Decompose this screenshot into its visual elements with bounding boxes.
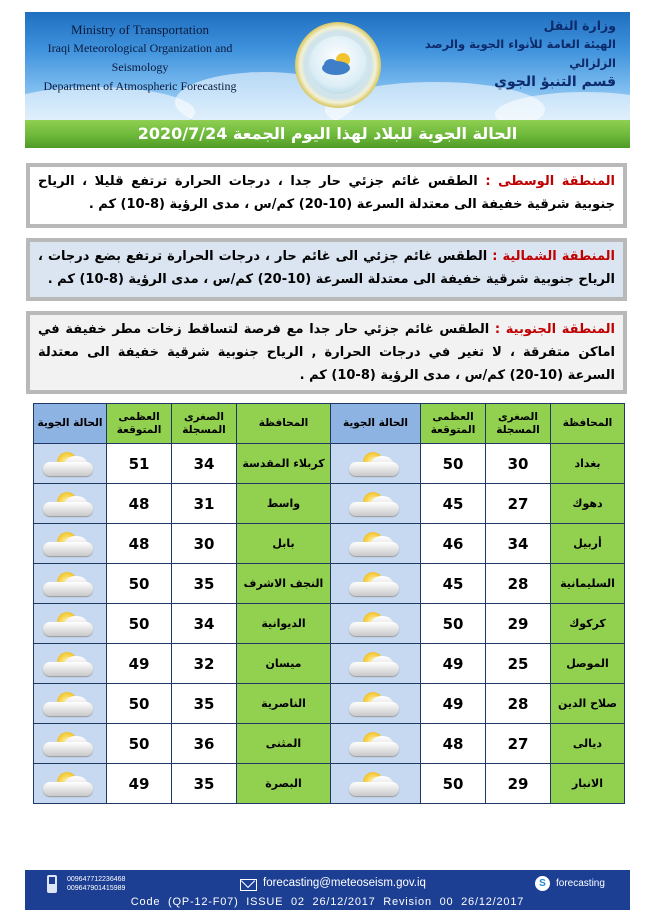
- partly-cloudy-icon: [41, 570, 99, 598]
- condition-cell: [331, 604, 421, 644]
- condition-cell: [331, 524, 421, 564]
- min-temp-cell: 30: [486, 444, 551, 484]
- table-row: [34, 684, 625, 724]
- max-temp-cell: 50: [107, 684, 172, 724]
- organization-name-en: Iraqi Meteorological Organization and Seismology: [47, 41, 233, 74]
- province-cell: بابل: [237, 524, 331, 564]
- min-temp-cell: 35: [172, 764, 237, 804]
- province-cell: المثنى: [237, 724, 331, 764]
- partly-cloudy-icon: [347, 450, 405, 478]
- condition-cell: [34, 644, 107, 684]
- region-south: [26, 311, 627, 394]
- table-row: [34, 604, 625, 644]
- province-cell: كركوك: [551, 604, 625, 644]
- email-icon: [240, 879, 257, 891]
- header-min: الصغرى المسجلة: [172, 404, 237, 444]
- condition-cell: [34, 484, 107, 524]
- region-label: المنطقة الجنوبية :: [494, 322, 616, 337]
- ministry-name-ar: وزارة النقل: [543, 18, 616, 33]
- region-label: المنطقة الوسطى :: [485, 174, 615, 189]
- min-temp-cell: 28: [486, 684, 551, 724]
- table-row: [34, 724, 625, 764]
- partly-cloudy-icon: [347, 690, 405, 718]
- province-cell: ميسان: [237, 644, 331, 684]
- max-temp-cell: 50: [107, 724, 172, 764]
- partly-cloudy-icon: [41, 730, 99, 758]
- region-central: [26, 163, 627, 228]
- header-max: العظمى المتوقعة: [107, 404, 172, 444]
- header-banner: [25, 12, 630, 120]
- page-title: الحالة الجوية للبلاد لهذا اليوم الجمعة 2020/7/24: [25, 120, 630, 148]
- phone-icon: [47, 875, 57, 893]
- table-row: [34, 524, 625, 564]
- min-temp-cell: 32: [172, 644, 237, 684]
- header-min: الصغرى المسجلة: [486, 404, 551, 444]
- min-temp-cell: 34: [172, 444, 237, 484]
- header-arabic-block: [416, 16, 616, 92]
- partly-cloudy-icon: [41, 650, 99, 678]
- partly-cloudy-icon: [41, 450, 99, 478]
- condition-cell: [34, 764, 107, 804]
- region-label: المنطقة الشمالية :: [492, 249, 616, 264]
- header-condition: الحالة الجوية: [34, 404, 107, 444]
- min-temp-cell: 29: [486, 604, 551, 644]
- condition-cell: [331, 684, 421, 724]
- footer-bar: [25, 870, 630, 910]
- min-temp-cell: 36: [172, 724, 237, 764]
- partly-cloudy-icon: [41, 490, 99, 518]
- meteorology-logo-icon: [295, 22, 381, 108]
- condition-cell: [34, 444, 107, 484]
- min-temp-cell: 31: [172, 484, 237, 524]
- max-temp-cell: 50: [421, 604, 486, 644]
- province-cell: البصرة: [237, 764, 331, 804]
- partly-cloudy-icon: [347, 570, 405, 598]
- province-cell: النجف الاشرف: [237, 564, 331, 604]
- max-temp-cell: 49: [421, 644, 486, 684]
- condition-cell: [331, 764, 421, 804]
- max-temp-cell: 49: [107, 764, 172, 804]
- max-temp-cell: 46: [421, 524, 486, 564]
- min-temp-cell: 27: [486, 484, 551, 524]
- region-north: [26, 238, 627, 301]
- max-temp-cell: 50: [421, 444, 486, 484]
- province-cell: صلاح الدين: [551, 684, 625, 724]
- partly-cloudy-icon: [41, 770, 99, 798]
- partly-cloudy-icon: [347, 770, 405, 798]
- min-temp-cell: 34: [486, 524, 551, 564]
- max-temp-cell: 49: [107, 644, 172, 684]
- region-text: الطقس غائم جزئي حار جدا ، درجات الحرارة ترتفع قليلا ، الرياح جنوبية شرقية خفيفة الى معتدلة السرعة (10-20) كم/س ، مدى الرؤية (8-10) كم .: [38, 174, 615, 212]
- min-temp-cell: 30: [172, 524, 237, 564]
- header-province: المحافظة: [237, 404, 331, 444]
- skype-icon: S: [535, 876, 550, 891]
- max-temp-cell: 50: [421, 764, 486, 804]
- table-row: [34, 484, 625, 524]
- table-row: [34, 764, 625, 804]
- min-temp-cell: 35: [172, 684, 237, 724]
- ministry-name-en: Ministry of Transportation: [71, 22, 209, 37]
- table-row: [34, 644, 625, 684]
- table-header-row: [34, 404, 625, 444]
- logo-cloud-icon: [309, 36, 367, 94]
- max-temp-cell: 48: [421, 724, 486, 764]
- partly-cloudy-icon: [347, 650, 405, 678]
- province-cell: ديالى: [551, 724, 625, 764]
- department-name-ar: قسم التنبؤ الجوي: [494, 74, 616, 90]
- min-temp-cell: 35: [172, 564, 237, 604]
- skype-handle[interactable]: forecasting: [556, 878, 605, 889]
- condition-cell: [331, 484, 421, 524]
- condition-cell: [331, 644, 421, 684]
- condition-cell: [331, 444, 421, 484]
- condition-cell: [34, 724, 107, 764]
- max-temp-cell: 50: [107, 604, 172, 644]
- province-cell: الديوانية: [237, 604, 331, 644]
- partly-cloudy-icon: [347, 730, 405, 758]
- partly-cloudy-icon: [41, 690, 99, 718]
- header-province: المحافظة: [551, 404, 625, 444]
- max-temp-cell: 48: [107, 524, 172, 564]
- header-condition: الحالة الجوية: [331, 404, 421, 444]
- min-temp-cell: 27: [486, 724, 551, 764]
- phone-numbers: [67, 875, 125, 893]
- min-temp-cell: 34: [172, 604, 237, 644]
- province-cell: بغداد: [551, 444, 625, 484]
- condition-cell: [34, 684, 107, 724]
- province-cell: السليمانية: [551, 564, 625, 604]
- province-cell: الانبار: [551, 764, 625, 804]
- organization-name-ar: الهيئة العامة للأنواء الجوية والرصد الزلزالي: [424, 37, 616, 70]
- min-temp-cell: 25: [486, 644, 551, 684]
- phone-number: 009647712236468: [67, 876, 126, 883]
- max-temp-cell: 49: [421, 684, 486, 724]
- max-temp-cell: 45: [421, 564, 486, 604]
- min-temp-cell: 28: [486, 564, 551, 604]
- email-address[interactable]: forecasting@meteoseism.gov.iq: [263, 877, 426, 889]
- province-cell: الناصرية: [237, 684, 331, 724]
- region-text: الطقس غائم جزئي حار جدا مع فرصة لتساقط زخات مطر خفيفة في اماكن متفرقة ، لا تغير في درجات الحرارة , الرياح جنوبية شرقية خفيفة الى معتدلة السرعة (10-20) كم/س ، مدى الرؤية (8-10) كم .: [38, 322, 615, 383]
- header-english-block: [35, 20, 245, 96]
- phone-number: 009647901415989: [67, 885, 126, 892]
- table-row: [34, 564, 625, 604]
- partly-cloudy-icon: [41, 530, 99, 558]
- condition-cell: [34, 604, 107, 644]
- max-temp-cell: 50: [107, 564, 172, 604]
- partly-cloudy-icon: [347, 610, 405, 638]
- province-cell: الموصل: [551, 644, 625, 684]
- condition-cell: [34, 564, 107, 604]
- partly-cloudy-icon: [347, 490, 405, 518]
- table-row: [34, 444, 625, 484]
- partly-cloudy-icon: [347, 530, 405, 558]
- department-name-en: Department of Atmospheric Forecasting: [43, 79, 237, 93]
- region-text: الطقس غائم جزئي الى غائم حار ، درجات الحرارة ترتفع بضع درجات ، الرياح جنوبية شرقية خفيفة الى معتدلة السرعة (10-20) كم/س ، مدى الرؤية (8-10) كم .: [38, 249, 615, 287]
- province-cell: كربلاء المقدسة: [237, 444, 331, 484]
- header-max: العظمى المتوقعة: [421, 404, 486, 444]
- min-temp-cell: 29: [486, 764, 551, 804]
- condition-cell: [331, 724, 421, 764]
- province-cell: واسط: [237, 484, 331, 524]
- document-code: Code (QP-12-F07) ISSUE 02 26/12/2017 Revision 00 26/12/2017: [130, 896, 525, 908]
- province-cell: أربيل: [551, 524, 625, 564]
- forecast-table: [33, 403, 625, 804]
- max-temp-cell: 51: [107, 444, 172, 484]
- max-temp-cell: 45: [421, 484, 486, 524]
- province-cell: دهوك: [551, 484, 625, 524]
- condition-cell: [331, 564, 421, 604]
- condition-cell: [34, 524, 107, 564]
- max-temp-cell: 48: [107, 484, 172, 524]
- logo-center: [309, 36, 367, 94]
- partly-cloudy-icon: [41, 610, 99, 638]
